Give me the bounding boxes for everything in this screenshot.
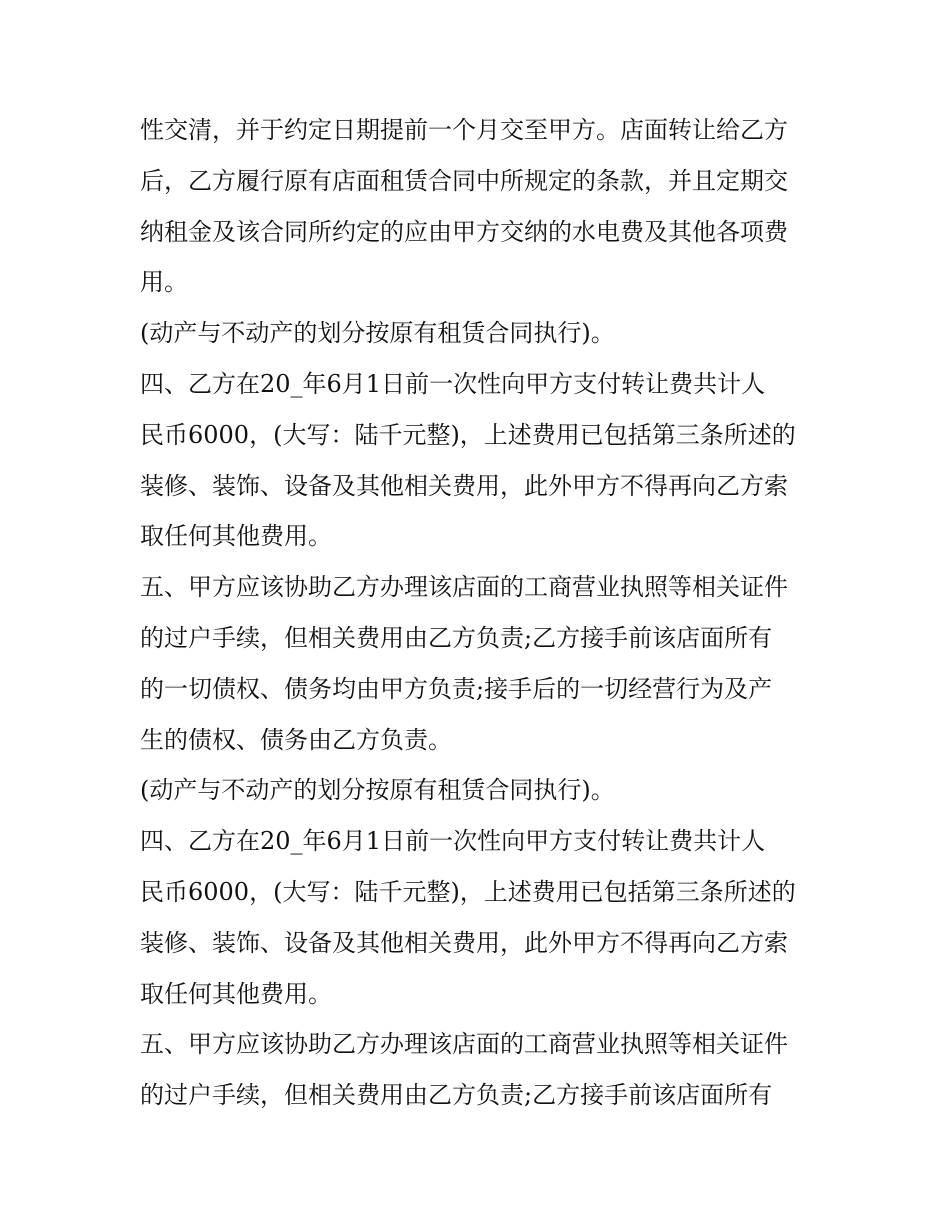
text-line: 用。: [140, 268, 188, 297]
text-line: 生的债权、债务由乙方负责。: [140, 725, 452, 754]
text-line: 的一切债权、债务均由甲方负责;接手后的一切经营行为及产: [140, 674, 773, 703]
text-line: 五、甲方应该协助乙方办理该店面的工商营业执照等相关证件: [140, 1030, 788, 1059]
text-line: 后，乙方履行原有店面租赁合同中所规定的条款，并且定期交: [140, 166, 788, 195]
text-line: 五、甲方应该协助乙方办理该店面的工商营业执照等相关证件: [140, 573, 788, 602]
document-body: [140, 105, 820, 1121]
text-line: 取任何其他费用。: [140, 522, 332, 551]
text-line: 取任何其他费用。: [140, 979, 332, 1008]
text-line: 装修、装饰、设备及其他相关费用，此外甲方不得再向乙方索: [140, 471, 788, 500]
text-line: 的过户手续，但相关费用由乙方负责;乙方接手前该店面所有: [140, 623, 773, 652]
text-line: 纳租金及该合同所约定的应由甲方交纳的水电费及其他各项费: [140, 217, 788, 246]
text-line: 民币6000，(大写：陆千元整)，上述费用已包括第三条所述的: [140, 420, 796, 449]
text-line: 性交清，并于约定日期提前一个月交至甲方。店面转让给乙方: [140, 116, 788, 144]
text-line: (动产与不动产的划分按原有租赁合同执行)。: [140, 776, 615, 805]
text-line: 四、乙方在20_年6月1日前一次性向甲方支付转让费共计人: [140, 369, 766, 398]
text-line: (动产与不动产的划分按原有租赁合同执行)。: [140, 319, 615, 348]
text-line: 的过户手续，但相关费用由乙方负责;乙方接手前该店面所有: [140, 1081, 773, 1110]
text-line: 四、乙方在20_年6月1日前一次性向甲方支付转让费共计人: [140, 827, 766, 856]
text-line: 装修、装饰、设备及其他相关费用，此外甲方不得再向乙方索: [140, 928, 788, 957]
text-line: 民币6000，(大写：陆千元整)，上述费用已包括第三条所述的: [140, 877, 796, 906]
